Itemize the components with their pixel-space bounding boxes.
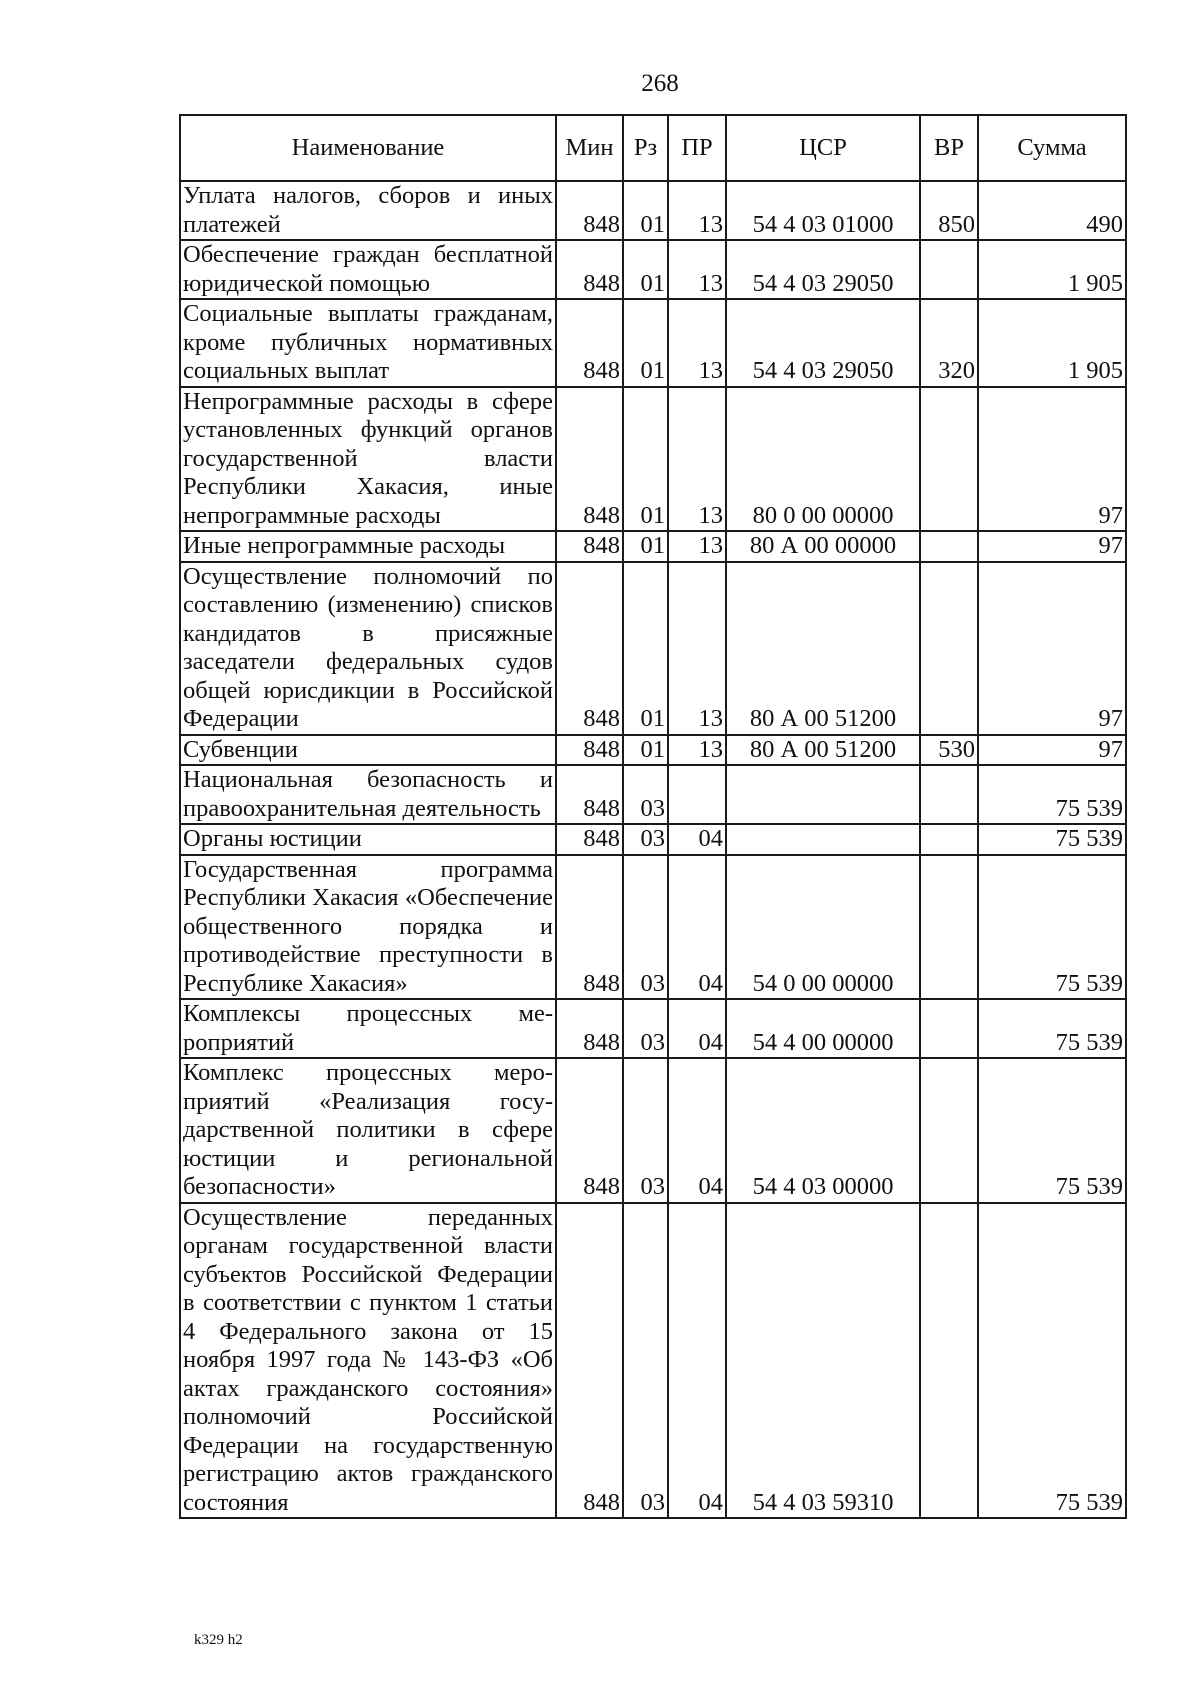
header-pr: ПР [668, 115, 726, 181]
cell-pr: 04 [668, 855, 726, 1000]
cell-name: Уплата налогов, сборов и иных платежей [180, 181, 556, 240]
cell-rz: 03 [623, 999, 668, 1058]
cell-pr: 13 [668, 181, 726, 240]
cell-csr: 54 4 03 29050 [726, 240, 920, 299]
cell-sum: 75 539 [978, 1058, 1126, 1203]
cell-csr: 54 4 03 01000 [726, 181, 920, 240]
cell-rz: 03 [623, 824, 668, 855]
table-row [180, 855, 1126, 1000]
budget-table [179, 114, 1127, 1519]
table-row [180, 240, 1126, 299]
cell-name: Социальные выплаты гражданам, кроме публичных нормативных социальных выплат [180, 299, 556, 387]
cell-min: 848 [556, 531, 623, 562]
cell-rz: 03 [623, 1058, 668, 1203]
cell-csr: 54 4 03 59310 [726, 1203, 920, 1519]
cell-sum: 75 539 [978, 765, 1126, 824]
cell-min: 848 [556, 855, 623, 1000]
header-vr: ВР [920, 115, 978, 181]
cell-name: Органы юстиции [180, 824, 556, 855]
cell-pr: 04 [668, 1203, 726, 1519]
cell-name: Субвенции [180, 735, 556, 766]
cell-pr [668, 765, 726, 824]
table-row [180, 824, 1126, 855]
cell-csr: 80 0 00 00000 [726, 387, 920, 532]
table-row [180, 299, 1126, 387]
cell-vr [920, 1058, 978, 1203]
table-row [180, 562, 1126, 735]
cell-csr: 80 А 00 00000 [726, 531, 920, 562]
header-min: Мин [556, 115, 623, 181]
cell-rz: 01 [623, 299, 668, 387]
cell-vr [920, 824, 978, 855]
cell-vr [920, 999, 978, 1058]
table-row [180, 999, 1126, 1058]
table-row [180, 1058, 1126, 1203]
cell-csr: 54 0 00 00000 [726, 855, 920, 1000]
header-rz: Рз [623, 115, 668, 181]
cell-rz: 01 [623, 562, 668, 735]
page-number: 268 [641, 70, 679, 97]
cell-vr: 530 [920, 735, 978, 766]
table-header-row [180, 115, 1126, 181]
cell-sum: 75 539 [978, 999, 1126, 1058]
cell-vr [920, 1203, 978, 1519]
cell-sum: 97 [978, 531, 1126, 562]
cell-min: 848 [556, 387, 623, 532]
cell-name: Комплекс процессных мероприятий «Реализация государственной политики в сфере юстиции и региональной безопасности» [180, 1058, 556, 1203]
cell-name: Непрограммные расходы в сфере установленных функций органов государственной власти Республики Хакасия, иные непрограммные расходы [180, 387, 556, 532]
cell-min: 848 [556, 735, 623, 766]
cell-min: 848 [556, 562, 623, 735]
cell-sum: 75 539 [978, 855, 1126, 1000]
cell-sum: 1 905 [978, 299, 1126, 387]
header-csr: ЦСР [726, 115, 920, 181]
cell-vr [920, 765, 978, 824]
cell-min: 848 [556, 181, 623, 240]
cell-min: 848 [556, 299, 623, 387]
cell-csr: 54 4 03 00000 [726, 1058, 920, 1203]
cell-pr: 13 [668, 299, 726, 387]
cell-pr: 13 [668, 735, 726, 766]
cell-csr: 54 4 03 29050 [726, 299, 920, 387]
cell-vr [920, 387, 978, 532]
cell-pr: 04 [668, 999, 726, 1058]
cell-csr: 80 А 00 51200 [726, 735, 920, 766]
cell-csr [726, 824, 920, 855]
footer-code: k329 h2 [194, 1632, 243, 1648]
table-body [180, 181, 1126, 1518]
cell-vr [920, 562, 978, 735]
cell-pr: 13 [668, 531, 726, 562]
cell-min: 848 [556, 765, 623, 824]
cell-sum: 1 905 [978, 240, 1126, 299]
cell-rz: 01 [623, 240, 668, 299]
cell-pr: 13 [668, 387, 726, 532]
cell-rz: 01 [623, 181, 668, 240]
cell-vr [920, 855, 978, 1000]
cell-name: Иные непрограммные расходы [180, 531, 556, 562]
cell-pr: 04 [668, 824, 726, 855]
cell-vr [920, 531, 978, 562]
table-row [180, 531, 1126, 562]
cell-csr [726, 765, 920, 824]
cell-sum: 75 539 [978, 824, 1126, 855]
cell-rz: 01 [623, 387, 668, 532]
cell-vr: 320 [920, 299, 978, 387]
cell-rz: 03 [623, 1203, 668, 1519]
cell-csr: 54 4 00 00000 [726, 999, 920, 1058]
table-row [180, 765, 1126, 824]
cell-name: Осуществление переданных органам государственной власти субъектов Российской Федерации в соответствии с пунктом 1 статьи 4 Федерального закона от 15 ноября 1997 года № 143-ФЗ «Об актах гражданского состояния» полномочий Российской Федерации на государственную регистрацию актов гражданского состояния [180, 1203, 556, 1519]
cell-name: Осуществление полномочий по составлению (изменению) списков кандидатов в присяжные заседатели федеральных судов общей юрисдикции в Российской Федерации [180, 562, 556, 735]
table-row [180, 387, 1126, 532]
cell-name: Комплексы процессных мероприятий [180, 999, 556, 1058]
cell-sum: 490 [978, 181, 1126, 240]
cell-min: 848 [556, 999, 623, 1058]
cell-min: 848 [556, 240, 623, 299]
header-sum: Сумма [978, 115, 1126, 181]
cell-sum: 97 [978, 562, 1126, 735]
cell-sum: 97 [978, 735, 1126, 766]
cell-rz: 01 [623, 531, 668, 562]
cell-pr: 13 [668, 240, 726, 299]
cell-name: Государственная программа Республики Хакасия «Обеспечение общественного порядка и противодействие преступности в Республике Хакасия» [180, 855, 556, 1000]
cell-pr: 04 [668, 1058, 726, 1203]
cell-vr [920, 240, 978, 299]
cell-min: 848 [556, 1058, 623, 1203]
table-row [180, 1203, 1126, 1519]
table-row [180, 735, 1126, 766]
cell-rz: 01 [623, 735, 668, 766]
header-name: Наименование [180, 115, 556, 181]
cell-sum: 97 [978, 387, 1126, 532]
cell-pr: 13 [668, 562, 726, 735]
cell-vr: 850 [920, 181, 978, 240]
cell-min: 848 [556, 1203, 623, 1519]
cell-name: Национальная безопасность и правоохранительная деятельность [180, 765, 556, 824]
table-row [180, 181, 1126, 240]
cell-min: 848 [556, 824, 623, 855]
cell-rz: 03 [623, 765, 668, 824]
cell-rz: 03 [623, 855, 668, 1000]
cell-name: Обеспечение граждан бесплатной юридической помощью [180, 240, 556, 299]
cell-csr: 80 А 00 51200 [726, 562, 920, 735]
cell-sum: 75 539 [978, 1203, 1126, 1519]
